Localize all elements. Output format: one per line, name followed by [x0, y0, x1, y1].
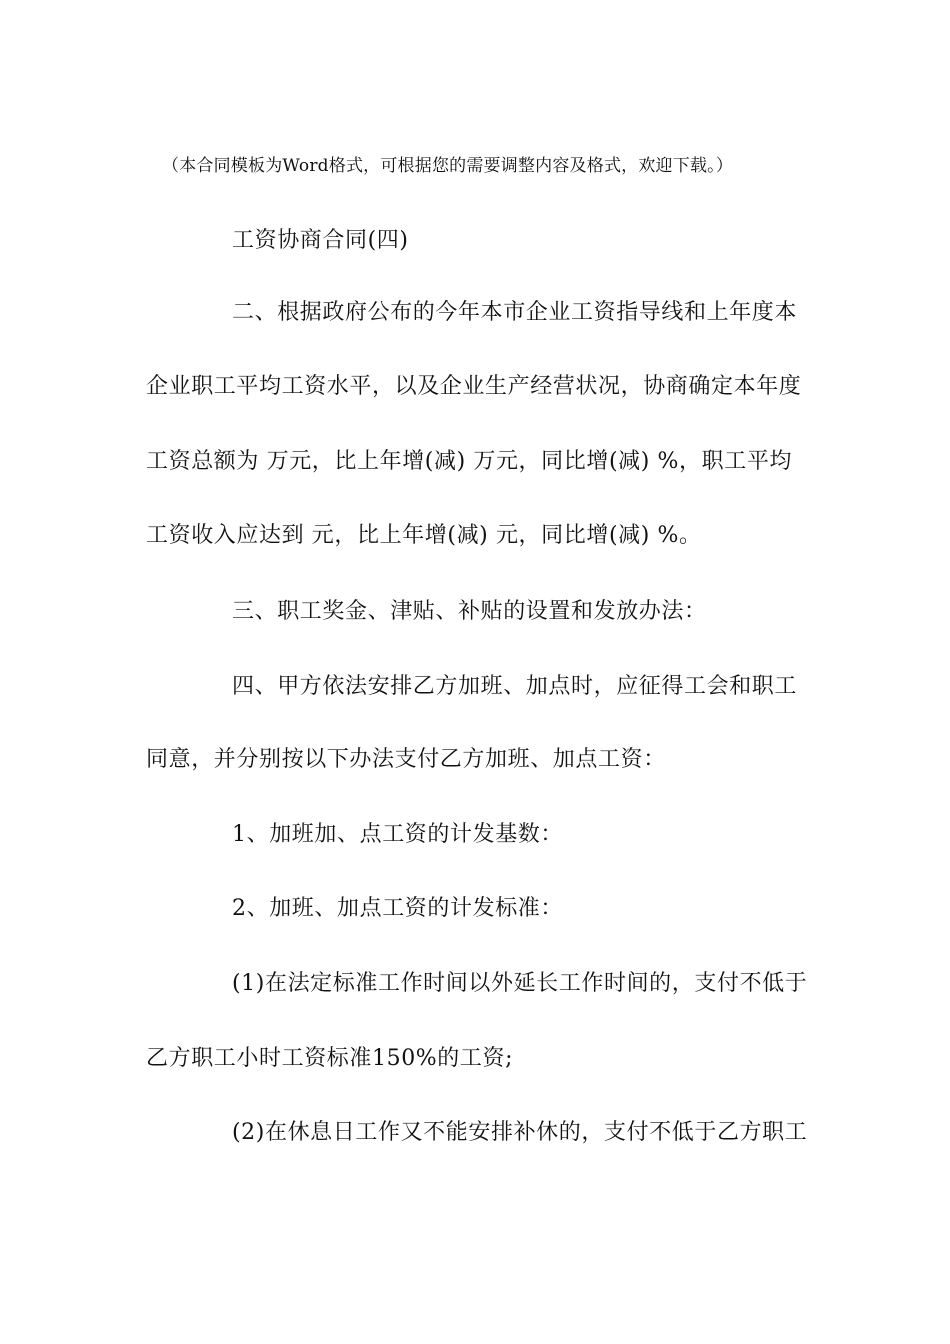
paragraph-line: 工资收入应达到 元，比上年增(减) 元，同比增(减) %。: [146, 523, 702, 548]
paragraph-line: (2)在休息日工作又不能安排补休的，支付不低于乙方职工: [232, 1120, 808, 1145]
paragraph-line: 2、加班、加点工资的计发标准：: [232, 896, 563, 921]
paragraph-line: 1、加班加、点工资的计发基数：: [232, 822, 563, 847]
paragraph-line: 二、根据政府公布的今年本市企业工资指导线和上年度本: [232, 300, 798, 325]
paragraph-line: 四、甲方依法安排乙方加班、加点时，应征得工会和职工: [232, 674, 798, 699]
paragraph-line: 三、职工奖金、津贴、补贴的设置和发放办法：: [232, 599, 707, 624]
template-note: （本合同模板为Word格式，可根据您的需要调整内容及格式，欢迎下载。）: [162, 156, 734, 176]
paragraph-line: 乙方职工小时工资标准150%的工资;: [146, 1046, 514, 1071]
paragraph-line: 企业职工平均工资水平，以及企业生产经营状况，协商确定本年度: [146, 374, 802, 399]
paragraph-line: 工资总额为 万元，比上年增(减) 万元，同比增(减) %，职工平均: [146, 449, 793, 474]
paragraph-line: (1)在法定标准工作时间以外延长工作时间的，支付不低于: [232, 971, 808, 996]
paragraph-line: 同意，并分别按以下办法支付乙方加班、加点工资：: [146, 747, 666, 772]
document-title: 工资协商合同(四): [232, 228, 409, 253]
